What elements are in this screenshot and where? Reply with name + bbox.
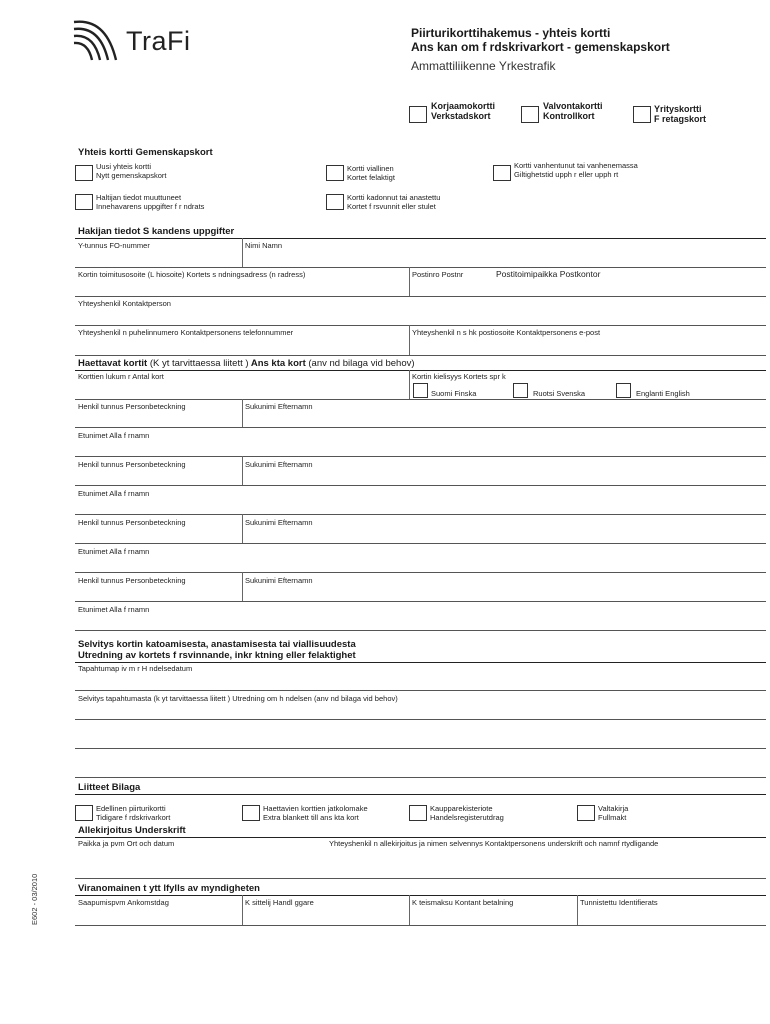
checkbox-trade-register[interactable]: [409, 805, 427, 821]
attachments-heading: Liitteet Bilaga: [78, 782, 141, 793]
community-card-heading: Yhteis kortti Gemenskapskort: [78, 147, 213, 158]
firstnames-field-2[interactable]: Etunimet Alla f rnamn: [78, 489, 150, 498]
contact-person-field[interactable]: Yhteyshenkil Kontaktperson: [78, 299, 171, 308]
option-holder-changed: Haltijan tiedot muuttuneet Innehavarens uppgifter f r ndrats: [96, 193, 205, 211]
option-card-expired: Kortti vanhentunut tai vanhenemassa Giltighetstid upph r eller upph rt: [514, 161, 638, 179]
lang-english-label: Englanti English: [636, 389, 690, 398]
title-fi: Piirturikorttihakemus - yhteis kortti: [411, 26, 611, 40]
option-card-lost: Kortti kadonnut tai anastettu Kortet f rsvunnit eller stulet: [347, 193, 441, 211]
checkbox-card-faulty[interactable]: [326, 165, 344, 181]
surname-field-3[interactable]: Sukunimi Efternamn: [245, 518, 313, 527]
checkbox-new-card[interactable]: [75, 165, 93, 181]
checkbox-holder-changed[interactable]: [75, 194, 93, 210]
checkbox-lang-finnish[interactable]: [413, 383, 428, 398]
checkbox-previous-card[interactable]: [75, 805, 93, 821]
handler-field[interactable]: K sittelij Handl ggare: [245, 898, 314, 907]
person-id-field-3[interactable]: Henkil tunnus Personbeteckning: [78, 518, 186, 527]
surname-field-2[interactable]: Sukunimi Efternamn: [245, 460, 313, 469]
person-id-field-4[interactable]: Henkil tunnus Personbeteckning: [78, 576, 186, 585]
signature-heading: Allekirjoitus Underskrift: [78, 825, 186, 836]
event-date-field[interactable]: Tapahtumap iv m r H ndelsedatum: [78, 664, 193, 673]
applicant-heading: Hakijan tiedot S kandens uppgifter: [78, 226, 235, 237]
attachment-power-of-attorney: Valtakirja Fullmakt: [598, 804, 629, 822]
place-date-field[interactable]: Paikka ja pvm Ort och datum: [78, 839, 175, 848]
attachment-previous-card: Edellinen piirturikortti Tidigare f rdskrivarkort: [96, 804, 171, 822]
card-language-label: Kortin kielisyys Kortets spr k: [412, 372, 506, 381]
person-id-field-2[interactable]: Henkil tunnus Personbeteckning: [78, 460, 186, 469]
postcode-field[interactable]: Postinro Postnr: [412, 270, 464, 279]
checkbox-card-expired[interactable]: [493, 165, 511, 181]
identified-field[interactable]: Tunnistettu Identifierats: [580, 898, 658, 907]
form-code: E602 - 03/2010: [30, 873, 39, 925]
checkbox-lang-swedish[interactable]: [513, 383, 528, 398]
authority-heading: Viranomainen t ytt lfylls av myndigheten: [78, 883, 260, 894]
option-card-faulty: Kortti viallinen Kortet felaktigt: [347, 164, 395, 182]
firstnames-field-4[interactable]: Etunimet Alla f rnamn: [78, 605, 150, 614]
card-type-company: Yrityskortti F retagskort: [654, 104, 707, 124]
option-new-card: Uusi yhteis kortti Nytt gemenskapskort: [96, 162, 167, 180]
checkbox-power-of-attorney[interactable]: [577, 805, 595, 821]
checkbox-lang-english[interactable]: [616, 383, 631, 398]
logo-text: TraFi: [126, 26, 191, 56]
checkbox-workshop-card[interactable]: [409, 106, 427, 123]
card-type-workshop: Korjaamokortti Verkstadskort: [431, 101, 496, 121]
firstnames-field-3[interactable]: Etunimet Alla f rnamn: [78, 547, 150, 556]
address-field[interactable]: Kortin toimitusosoite (L hiosoite) Kortets s ndningsadress (n radress): [78, 270, 306, 279]
logo-swoosh-icon: [72, 16, 122, 64]
requested-cards-heading: Haettavat kortit (K yt tarvittaessa liitett ) Ans kta kort (anv nd bilaga vid behov): [78, 358, 415, 369]
lang-finnish-label: Suomi Finska: [431, 389, 477, 398]
loss-heading-sv: Utredning av kortets f rsvinnande, inkr ktning eller felaktighet: [78, 650, 356, 661]
event-explanation-field[interactable]: Selvitys tapahtumasta (k yt tarvittaessa liitett ) Utredning om h ndelsen (anv nd bilaga vid behov): [78, 694, 398, 703]
applicant-name-field[interactable]: Nimi Namn: [245, 241, 283, 250]
subtitle: Ammattiliikenne Yrkestrafik: [411, 59, 556, 73]
checkbox-control-card[interactable]: [521, 106, 539, 123]
contact-email-field[interactable]: Yhteyshenkil n s hk postiosoite Kontaktpersonens e-post: [412, 328, 601, 337]
firstnames-field-1[interactable]: Etunimet Alla f rnamn: [78, 431, 150, 440]
contact-phone-field[interactable]: Yhteyshenkil n puhelinnumero Kontaktpersonens telefonnummer: [78, 328, 294, 337]
card-count-field[interactable]: Korttien lukum r Antal kort: [78, 372, 164, 381]
attachment-extra-form: Haettavien korttien jatkolomake Extra blankett till ans kta kort: [263, 804, 368, 822]
surname-field-1[interactable]: Sukunimi Efternamn: [245, 402, 313, 411]
business-id-field[interactable]: Y-tunnus FO-nummer: [78, 241, 150, 250]
post-office-field[interactable]: Postitoimipaikka Postkontor: [496, 269, 601, 279]
cash-payment-field[interactable]: K teismaksu Kontant betalning: [412, 898, 514, 907]
title-sv: Ans kan om f rdskrivarkort - gemenskapskort: [411, 40, 670, 54]
checkbox-card-lost[interactable]: [326, 194, 344, 210]
loss-heading-fi: Selvitys kortin katoamisesta, anastamisesta tai viallisuudesta: [78, 639, 356, 650]
checkbox-extra-form[interactable]: [242, 805, 260, 821]
surname-field-4[interactable]: Sukunimi Efternamn: [245, 576, 313, 585]
trafi-logo: [72, 16, 202, 64]
person-id-field-1[interactable]: Henkil tunnus Personbeteckning: [78, 402, 186, 411]
checkbox-company-card[interactable]: [633, 106, 651, 123]
signature-field[interactable]: Yhteyshenkil n allekirjoitus ja nimen selvennys Kontaktpersonens underskrift och namnf rtydligande: [329, 839, 659, 848]
arrival-date-field[interactable]: Saapumispvm Ankomstdag: [78, 898, 169, 907]
lang-swedish-label: Ruotsi Svenska: [533, 389, 586, 398]
card-type-control: Valvontakortti Kontrollkort: [543, 101, 603, 121]
attachment-trade-register: Kaupparekisteriote Handelsregisterutdrag: [430, 804, 504, 822]
